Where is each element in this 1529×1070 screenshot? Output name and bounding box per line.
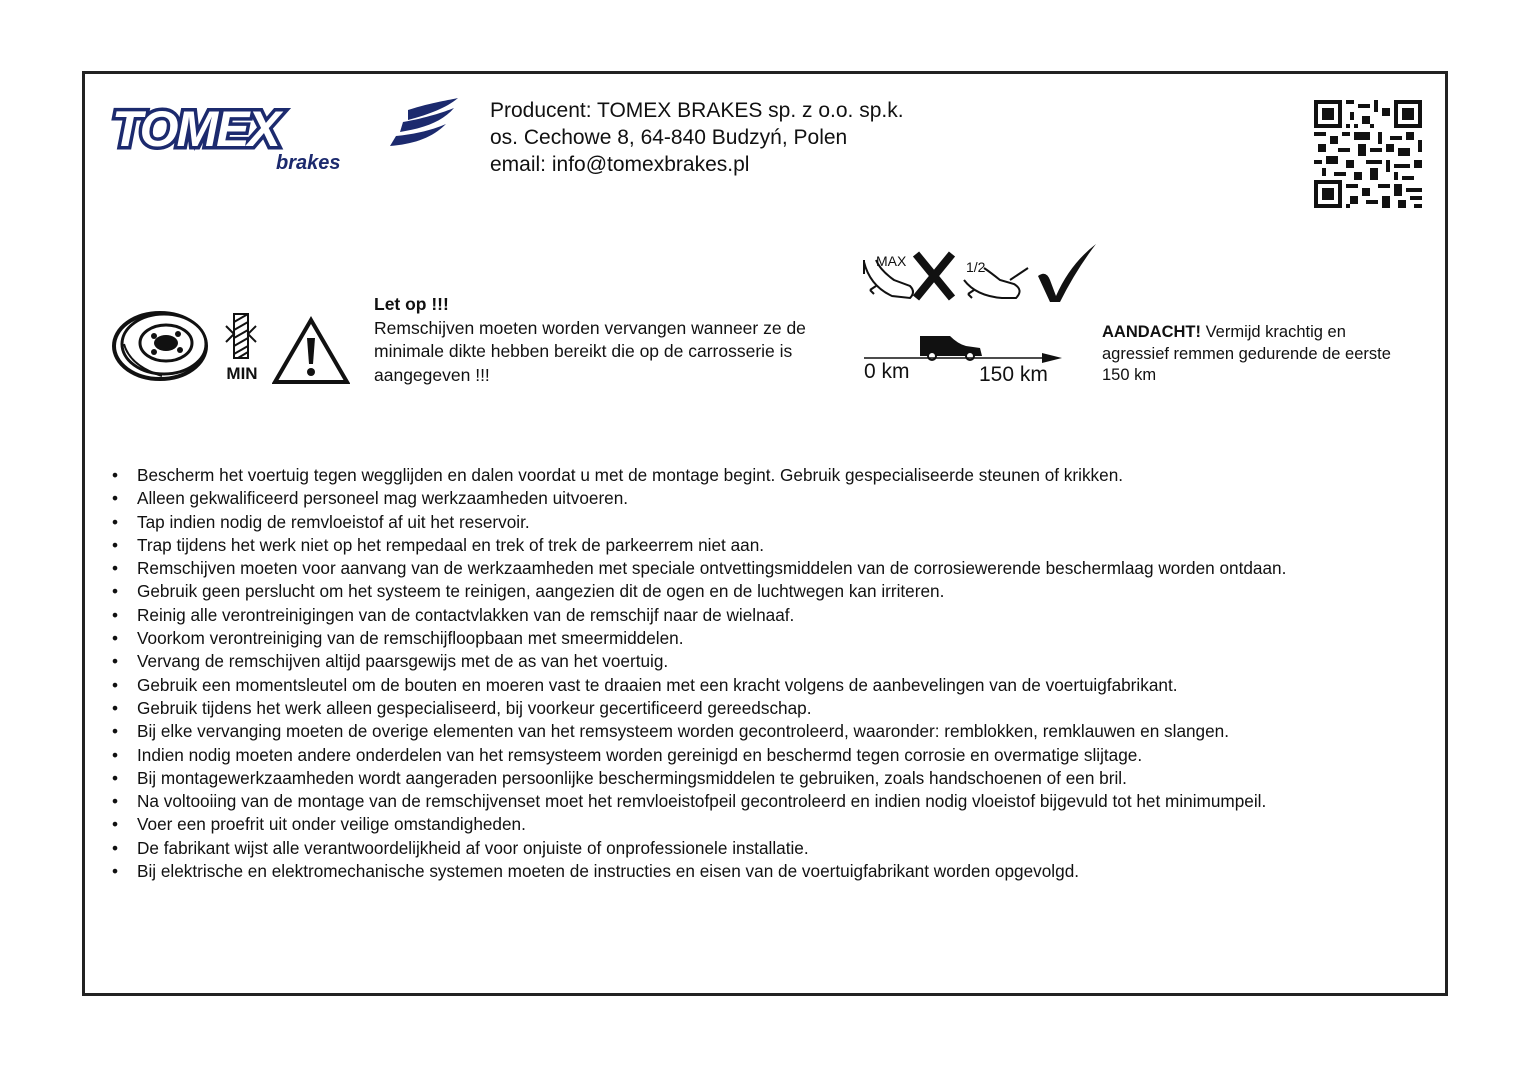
list-item: • Trap tijdens het werk niet op het rempedaal en trek of trek de parkeerrem niet aan. [110, 534, 1430, 557]
producer-info [490, 97, 904, 178]
list-item: • De fabrikant wijst alle verantwoordelijkheid af voor onjuiste of onprofessionele installatie. [110, 837, 1430, 860]
list-item: • Bij elke vervanging moeten de overige elementen van het remsysteem worden gecontroleerd, waaronder: remblokken, remklauwen en slangen. [110, 720, 1430, 743]
attention-heading: AANDACHT! [1102, 323, 1201, 341]
min-thickness-icon [222, 312, 262, 383]
list-item: • Gebruik tijdens het werk alleen gespecialiseerd, bij voorkeur gecertificeerd gereedschap. [110, 697, 1430, 720]
svg-text:1/2: 1/2 [966, 259, 986, 275]
producer-name: Producent: TOMEX BRAKES sp. z o.o. sp.k. [490, 99, 904, 122]
tomex-logo [108, 96, 458, 176]
producer-email: email: info@tomexbrakes.pl [490, 153, 750, 176]
producer-address: os. Cechowe 8, 64-840 Budzyń, Polen [490, 126, 848, 149]
warning-body: Remschijven moeten worden vervangen wanneer ze de minimale dikte hebben bereikt die op de carrosserie is aangegeven !!! [374, 317, 806, 385]
warning-heading: Let op !!! [374, 294, 449, 314]
list-item: • Vervang de remschijven altijd paarsgewijs met de as van het voertuig. [110, 650, 1430, 673]
list-item: • Tap indien nodig de remvloeistof af uit het reservoir. [110, 511, 1430, 534]
list-item: • Bescherm het voertuig tegen wegglijden en dalen voordat u met de montage begint. Gebruik gespecialiseerde steunen of krikken. [110, 464, 1430, 487]
list-item: • Alleen gekwalificeerd personeel mag werkzaamheden uitvoeren. [110, 487, 1430, 510]
list-item: • Voorkom verontreiniging van de remschijfloopbaan met smeermiddelen. [110, 627, 1430, 650]
list-item: • Reinig alle verontreinigingen van de contactvlakken van de remschijf naar de wielnaaf. [110, 604, 1430, 627]
instruction-list [110, 464, 1430, 883]
distance-end-label: 150 km [979, 363, 1048, 386]
min-label: MIN [226, 364, 258, 383]
attention-text-block [1102, 322, 1402, 387]
brake-disc-icon [110, 306, 212, 384]
qr-code-icon [1314, 100, 1422, 208]
list-item: • Na voltooiing van de montage van de remschijvenset moet het remvloeistofpeil gecontroleerd en indien nodig vloeistof bijgevuld tot het minimumpeil. [110, 790, 1430, 813]
list-item: • Gebruik een momentsleutel om de bouten en moeren vast te draaien met een kracht volgens de aanbevelingen van de voertuigfabrikant. [110, 674, 1430, 697]
svg-text:TOMEX: TOMEX [112, 101, 279, 157]
warning-text-block [374, 293, 814, 387]
brake-pedal-icon [860, 240, 1102, 306]
warning-triangle-icon [272, 316, 350, 386]
distance-start-label: 0 km [864, 360, 910, 383]
list-item: • Bij elektrische en elektromechanische systemen moeten de instructies en eisen van de voertuigfabrikant worden opgevolgd. [110, 860, 1430, 883]
list-item: • Voer een proefrit uit onder veilige omstandigheden. [110, 813, 1430, 836]
list-item: • Indien nodig moeten andere onderdelen van het remsysteem worden gereinigd en beschermd tegen corrosie en overmatige slijtage. [110, 744, 1430, 767]
svg-text:MAX: MAX [876, 253, 907, 269]
attention-body: Vermijd krachtig en agressief remmen gedurende de eerste 150 km [1102, 323, 1391, 384]
list-item: • Gebruik geen perslucht om het systeem te reinigen, aangezien dit de ogen en de luchtwegen kan irriteren. [110, 580, 1430, 603]
list-item: • Bij montagewerkzaamheden wordt aangeraden persoonlijke beschermingsmiddelen te gebruiken, zoals handschoenen of een bril. [110, 767, 1430, 790]
list-item: • Remschijven moeten voor aanvang van de werkzaamheden met speciale ontvettingsmiddelen van de corrosiewerende beschermlaag worden ontdaan. [110, 557, 1430, 580]
svg-text:brakes: brakes [276, 152, 341, 174]
